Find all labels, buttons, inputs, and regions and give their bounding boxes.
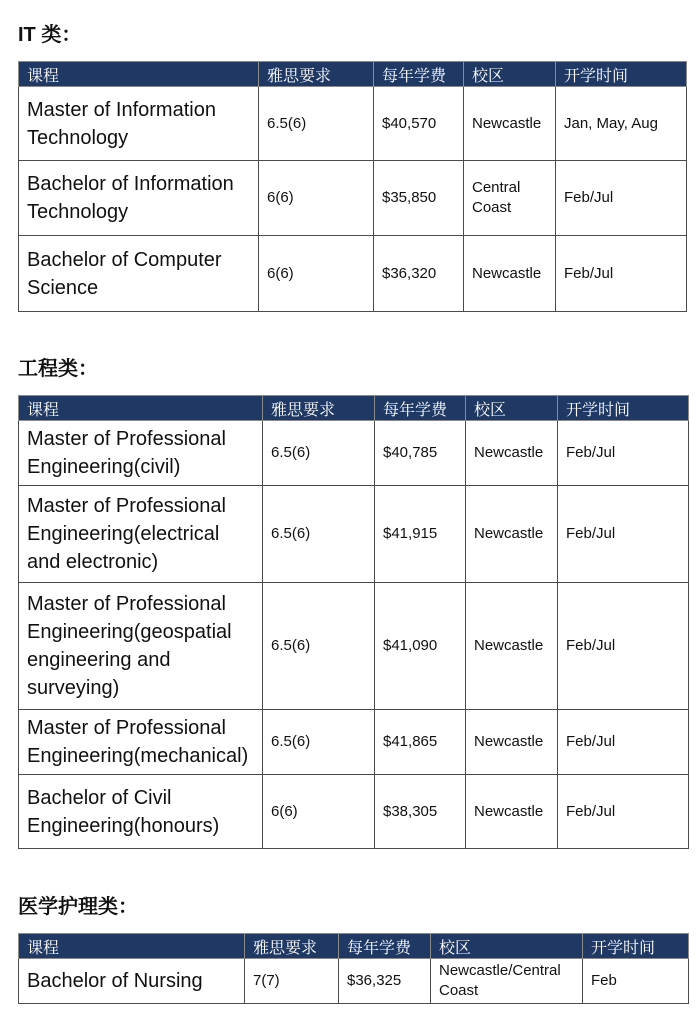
intake: Feb/Jul [558, 421, 689, 486]
table-row [19, 87, 687, 161]
annual-tuition: $36,320 [374, 236, 464, 312]
header-intake: 开学时间 [583, 934, 689, 959]
annual-tuition: $40,785 [375, 421, 466, 486]
table-row [19, 775, 689, 849]
ielts-requirement: 7(7) [245, 959, 339, 1004]
annual-tuition: $40,570 [374, 87, 464, 161]
table-row [19, 236, 687, 312]
ielts-requirement: 6.5(6) [263, 583, 375, 710]
course-name: Bachelor of Information Technology [19, 161, 259, 236]
header-tuition: 每年学费 [374, 62, 464, 87]
table-row [19, 486, 689, 583]
section-title-it: IT 类： [18, 24, 82, 46]
course-name: Bachelor of Nursing [19, 959, 245, 1004]
table-row [19, 710, 689, 775]
header-campus: 校区 [464, 62, 556, 87]
header-tuition: 每年学费 [375, 396, 466, 421]
ielts-requirement: 6(6) [259, 236, 374, 312]
intake: Feb/Jul [558, 775, 689, 849]
intake: Feb [583, 959, 689, 1004]
table-row [19, 583, 689, 710]
course-name: Master of Professional Engineering(geospatial engineering and surveying) [19, 583, 263, 710]
campus: Newcastle [466, 486, 558, 583]
campus: Central Coast [464, 161, 556, 236]
course-name: Master of Information Technology [19, 87, 259, 161]
campus: Newcastle [466, 583, 558, 710]
header-course: 课程 [19, 396, 263, 421]
campus: Newcastle [464, 236, 556, 312]
intake: Feb/Jul [558, 486, 689, 583]
intake: Jan, May, Aug [556, 87, 687, 161]
table-row [19, 161, 687, 236]
course-name: Bachelor of Civil Engineering(honours) [19, 775, 263, 849]
it-courses-table [18, 61, 687, 312]
intake: Feb/Jul [558, 710, 689, 775]
ielts-requirement: 6.5(6) [263, 710, 375, 775]
campus: Newcastle [466, 710, 558, 775]
engineering-courses-table [18, 395, 689, 849]
header-intake: 开学时间 [558, 396, 689, 421]
ielts-requirement: 6.5(6) [263, 421, 375, 486]
intake: Feb/Jul [556, 161, 687, 236]
header-intake: 开学时间 [556, 62, 687, 87]
nursing-courses-table [18, 933, 689, 1004]
course-name: Bachelor of Computer Science [19, 236, 259, 312]
course-name: Master of Professional Engineering(electrical and electronic) [19, 486, 263, 583]
table-header-row [19, 396, 689, 421]
annual-tuition: $35,850 [374, 161, 464, 236]
table-row [19, 421, 689, 486]
header-course: 课程 [19, 62, 259, 87]
annual-tuition: $36,325 [339, 959, 431, 1004]
table-header-row [19, 62, 687, 87]
table-row [19, 959, 689, 1004]
header-ielts: 雅思要求 [259, 62, 374, 87]
course-name: Master of Professional Engineering(civil) [19, 421, 263, 486]
ielts-requirement: 6.5(6) [263, 486, 375, 583]
annual-tuition: $41,865 [375, 710, 466, 775]
ielts-requirement: 6(6) [263, 775, 375, 849]
annual-tuition: $41,090 [375, 583, 466, 710]
header-ielts: 雅思要求 [245, 934, 339, 959]
campus: Newcastle [466, 775, 558, 849]
section-title-engineering: 工程类： [18, 358, 98, 380]
header-ielts: 雅思要求 [263, 396, 375, 421]
section-title-nursing: 医学护理类： [18, 896, 138, 918]
header-campus: 校区 [431, 934, 583, 959]
annual-tuition: $41,915 [375, 486, 466, 583]
campus: Newcastle/Central Coast [431, 959, 583, 1004]
header-course: 课程 [19, 934, 245, 959]
course-name: Master of Professional Engineering(mechanical) [19, 710, 263, 775]
table-header-row [19, 934, 689, 959]
ielts-requirement: 6.5(6) [259, 87, 374, 161]
intake: Feb/Jul [556, 236, 687, 312]
ielts-requirement: 6(6) [259, 161, 374, 236]
header-campus: 校区 [466, 396, 558, 421]
annual-tuition: $38,305 [375, 775, 466, 849]
campus: Newcastle [464, 87, 556, 161]
header-tuition: 每年学费 [339, 934, 431, 959]
campus: Newcastle [466, 421, 558, 486]
intake: Feb/Jul [558, 583, 689, 710]
